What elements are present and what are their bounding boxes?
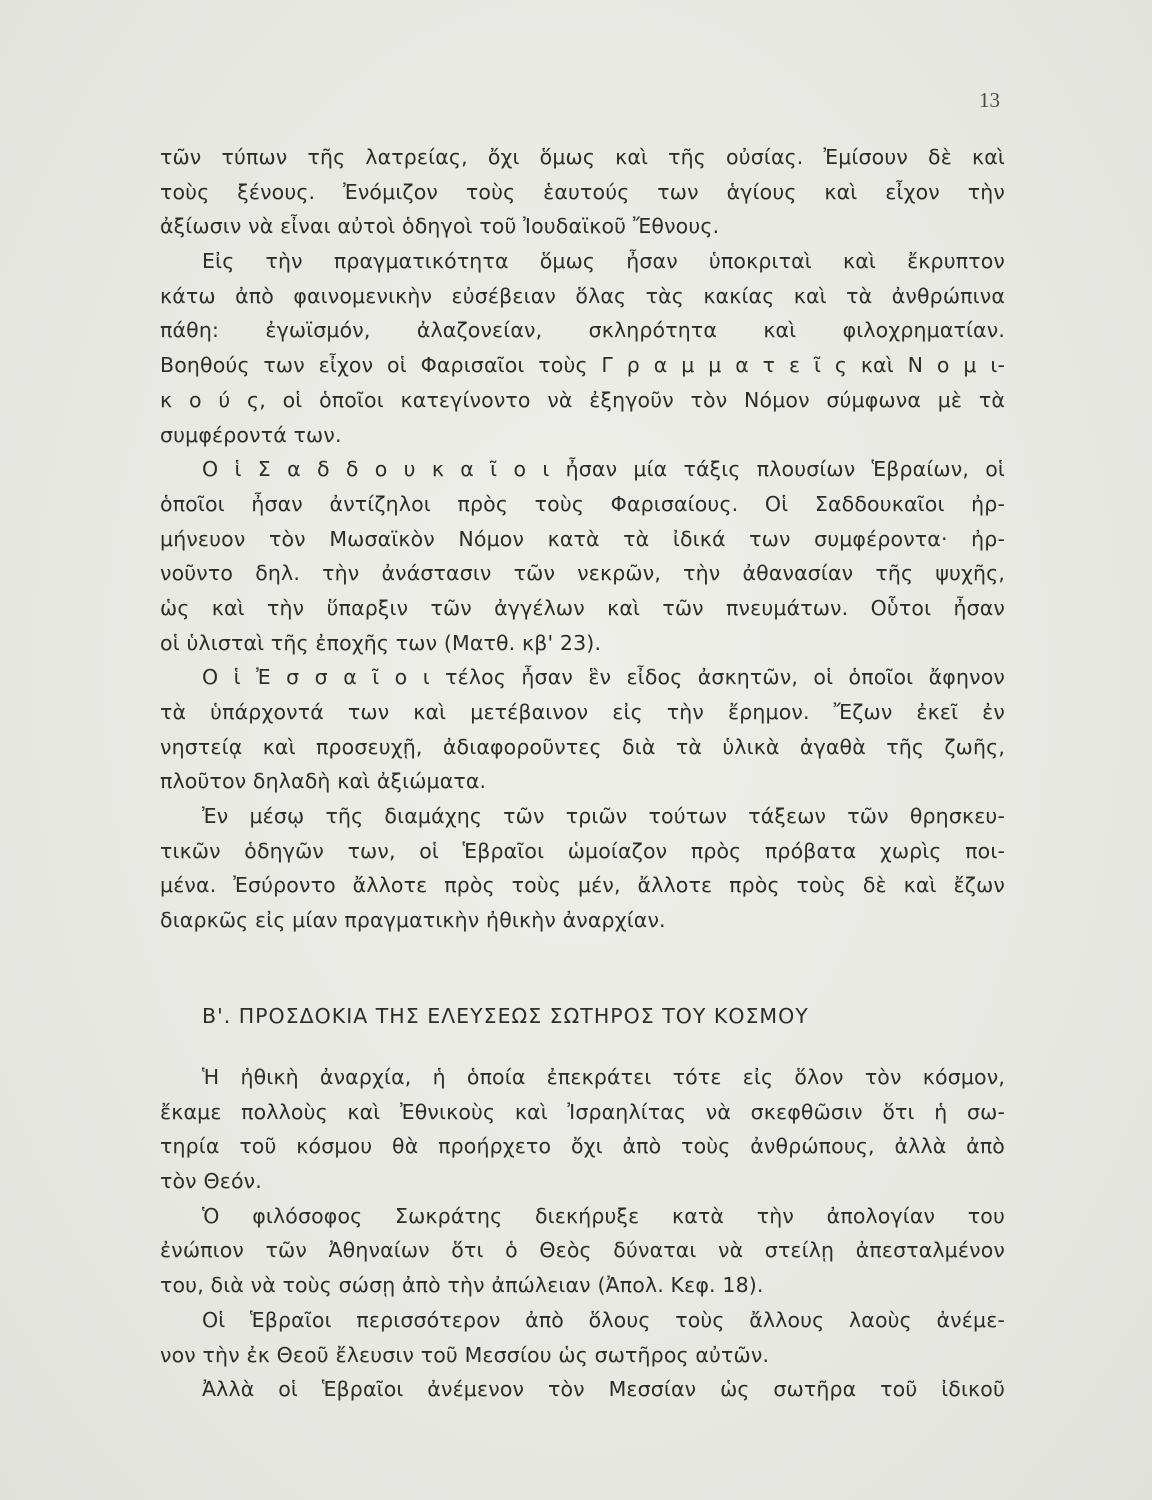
text-line: Ο ἱ Ἐ σ σ α ῖ ο ι τέλος ἦσαν ἓν εἶδος ἀσκητῶν, οἱ ὁποῖοι ἄφηνον bbox=[202, 665, 1005, 690]
text-line: νον τὴν ἐκ Θεοῦ ἔλευσιν τοῦ Μεσσίου ὡς σωτῆρος αὐτῶν. bbox=[160, 1342, 770, 1367]
page-number: 13 bbox=[979, 88, 1000, 112]
text-line: κ ο ύ ς, οἱ ὁποῖοι κατεγίνοντο νὰ ἐξηγοῦν τὸν Νόμον σύμφωνα μὲ τὰ bbox=[160, 387, 1005, 412]
text-line: κάτω ἀπὸ φαινομενικὴν εὐσέβειαν ὅλας τὰς κακίας καὶ τὰ ἀνθρώπινα bbox=[160, 283, 1005, 308]
text-line: Ἡ ἠθικὴ ἀναρχία, ἡ ὁποία ἐπεκράτει τότε εἰς ὅλον τὸν κόσμον, bbox=[202, 1065, 1005, 1089]
text-block-2 bbox=[160, 1060, 1005, 1407]
text-line: τοὺς ξένους. Ἐνόμιζον τοὺς ἑαυτούς των ἁγίους καὶ εἶχον τὴν bbox=[160, 179, 1005, 204]
text-line: διαρκῶς εἰς μίαν πραγματικὴν ἠθικὴν ἀναρχίαν. bbox=[160, 908, 666, 933]
text-line: Ἀλλὰ οἱ Ἑβραῖοι ἀνέμενον τὸν Μεσσίαν ὡς σωτῆρα τοῦ ἰδικοῦ bbox=[202, 1377, 1005, 1402]
text-line: Ἐν μέσῳ τῆς διαμάχης τῶν τριῶν τούτων τάξεων τῶν θρησκευ- bbox=[202, 804, 1005, 829]
text-line: πάθη: ἐγωϊσμόν, ἀλαζονείαν, σκληρότητα καὶ φιλοχρηματίαν. bbox=[160, 318, 1005, 343]
text-line: πλοῦτον δηλαδὴ καὶ ἀξιώματα. bbox=[160, 769, 487, 794]
text-line: μένα. Ἐσύροντο ἄλλοτε πρὸς τοὺς μέν, ἄλλοτε πρὸς τοὺς δὲ καὶ ἔζων bbox=[160, 873, 1005, 898]
text-line: ὡς καὶ τὴν ὕπαρξιν τῶν ἀγγέλων καὶ τῶν πνευμάτων. Οὗτοι ἦσαν bbox=[160, 595, 1005, 620]
text-line: συμφέροντά των. bbox=[160, 422, 342, 447]
text-line: οἱ ὑλισταὶ τῆς ἐποχῆς των (Ματθ. κβ' 23). bbox=[160, 630, 602, 655]
text-line: του, διὰ νὰ τοὺς σώσῃ ἀπὸ τὴν ἀπώλειαν (Ἀπολ. Κεφ. 18). bbox=[160, 1273, 764, 1298]
text-line: Βοηθούς των εἶχον οἱ Φαρισαῖοι τοὺς Γ ρ α μ μ α τ ε ῖ ς καὶ Ν ο μ ι- bbox=[160, 353, 1005, 378]
text-line: νοῦντο δηλ. τὴν ἀνάστασιν τῶν νεκρῶν, τὴν ἀθανασίαν τῆς ψυχῆς, bbox=[160, 561, 1005, 586]
text-line: ἐνώπιον τῶν Ἀθηναίων ὅτι ὁ Θεὸς δύναται νὰ στείλῃ ἀπεσταλμένον bbox=[160, 1238, 1005, 1263]
section-heading: Β'. ΠΡΟΣΔΟΚΙΑ ΤΗΣ ΕΛΕΥΣΕΩΣ ΣΩΤΗΡΟΣ ΤΟΥ ΚΟΣΜΟΥ bbox=[202, 1004, 809, 1028]
text-line: Ὁ φιλόσοφος Σωκράτης διεκήρυξε κατὰ τὴν ἀπολογίαν του bbox=[202, 1203, 1005, 1228]
text-block-1 bbox=[160, 140, 1005, 938]
text-line: Ο ἱ Σ α δ δ ο υ κ α ῖ ο ι ἦσαν μία τάξις πλουσίων Ἑβραίων, οἱ bbox=[202, 457, 1005, 482]
text-line: τηρία τοῦ κόσμου θὰ προήρχετο ὄχι ἀπὸ τοὺς ἀνθρώπους, ἀλλὰ ἀπὸ bbox=[160, 1134, 1005, 1159]
text-line: τὰ ὑπάρχοντά των καὶ μετέβαινον εἰς τὴν ἔρημον. Ἔζων ἐκεῖ ἐν bbox=[160, 700, 1005, 724]
text-line: Οἱ Ἑβραῖοι περισσότερον ἀπὸ ὅλους τοὺς ἄλλους λαοὺς ἀνέμε- bbox=[202, 1307, 1005, 1332]
text-line: νηστείᾳ καὶ προσευχῇ, ἀδιαφοροῦντες διὰ τὰ ὑλικὰ ἀγαθὰ τῆς ζωῆς, bbox=[160, 734, 1005, 759]
text-line: τῶν τύπων τῆς λατρείας, ὄχι ὅμως καὶ τῆς οὐσίας. Ἐμίσουν δὲ καὶ bbox=[160, 145, 1005, 169]
text-line: τὸν Θεόν. bbox=[160, 1169, 262, 1194]
text-line: ἀξίωσιν νὰ εἶναι αὐτοὶ ὁδηγοὶ τοῦ Ἰουδαϊκοῦ Ἔθνους. bbox=[160, 214, 720, 239]
text-line: ὁποῖοι ἦσαν ἀντίζηλοι πρὸς τοὺς Φαρισαίους. Οἱ Σαδδουκαῖοι ἠρ- bbox=[160, 491, 1005, 516]
text-line: ἔκαμε πολλοὺς καὶ Ἐθνικοὺς καὶ Ἰσραηλίτας νὰ σκεφθῶσιν ὅτι ἡ σω- bbox=[160, 1099, 1005, 1124]
text-line: τικῶν ὁδηγῶν των, οἱ Ἑβραῖοι ὡμοίαζον πρὸς πρόβατα χωρὶς ποι- bbox=[160, 838, 1005, 863]
text-line: μήνευον τὸν Μωσαϊκὸν Νόμον κατὰ τὰ ἰδικά των συμφέροντα· ἠρ- bbox=[160, 526, 1005, 551]
text-line: Εἰς τὴν πραγματικότητα ὅμως ἦσαν ὑποκριταὶ καὶ ἔκρυπτον bbox=[202, 249, 1005, 274]
